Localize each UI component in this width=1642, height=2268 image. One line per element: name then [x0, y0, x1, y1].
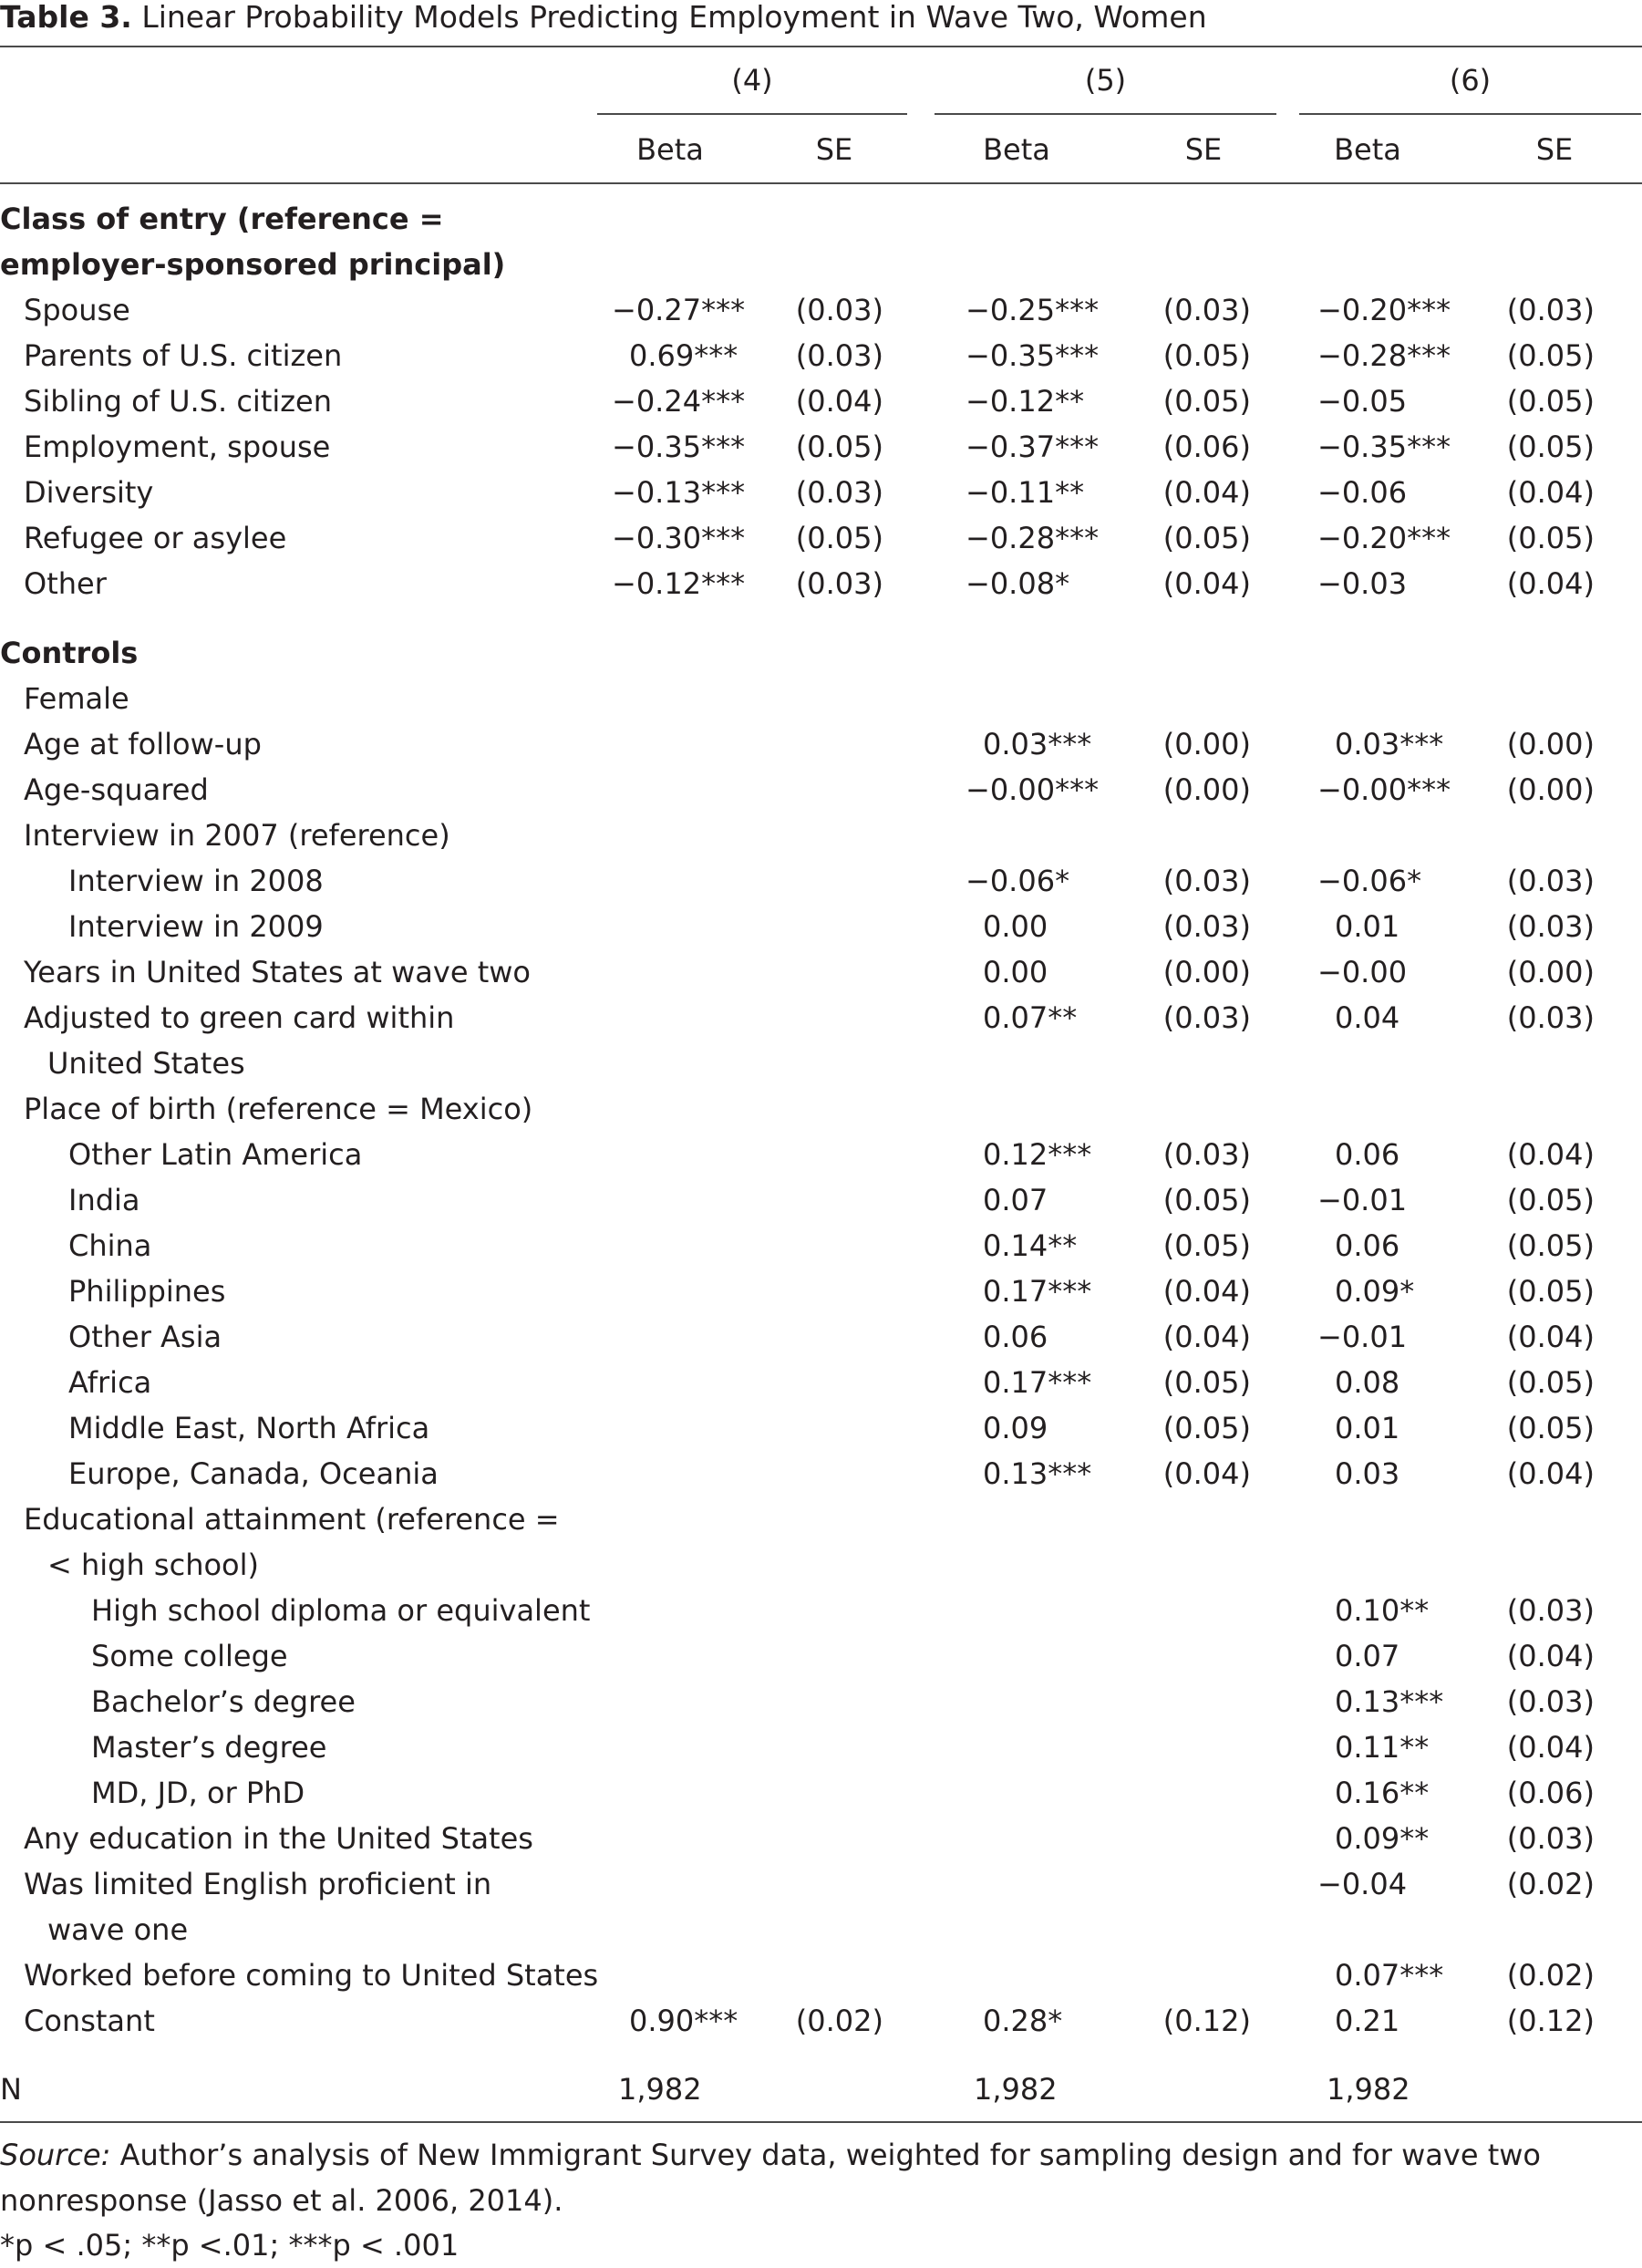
se-value: (0.05)	[1506, 1365, 1595, 1400]
beta-value: −0.35***	[966, 338, 1100, 373]
se-value: (0.03)	[1506, 1593, 1595, 1628]
se-value: (0.04)	[1162, 1456, 1251, 1491]
source-note	[0, 2132, 1642, 2178]
row-label: Spouse	[24, 293, 130, 327]
beta-value: 0.13***	[983, 1456, 1092, 1491]
se-value: (0.12)	[1162, 2004, 1251, 2038]
se-value: (0.03)	[1162, 909, 1251, 944]
table-title: Linear Probability Models Predicting Employment in Wave Two, Women	[141, 0, 1207, 35]
beta-value: −0.25***	[966, 293, 1100, 327]
se-value: (0.04)	[1506, 1639, 1595, 1673]
beta-value: 0.69***	[629, 338, 738, 373]
n-label: N	[0, 2072, 22, 2107]
beta-value: −0.28***	[1317, 338, 1451, 373]
row-label: Any education in the United States	[24, 1821, 533, 1856]
beta-value: −0.11**	[966, 475, 1085, 510]
se-value: (0.05)	[1506, 1274, 1595, 1309]
row-label: Diversity	[24, 475, 154, 510]
se-value: (0.05)	[795, 430, 883, 464]
se-value: (0.05)	[1506, 1228, 1595, 1263]
beta-header-6: Beta	[1334, 132, 1401, 167]
beta-value: −0.03	[1317, 566, 1408, 601]
se-value: (0.05)	[795, 521, 883, 555]
beta-value: 0.21	[1335, 2004, 1400, 2038]
se-value: (0.03)	[1506, 1684, 1595, 1719]
se-value: (0.04)	[1506, 475, 1595, 510]
beta-value: −0.04	[1317, 1867, 1408, 1901]
significance-note: *p < .05; **p <.01; ***p < .001	[0, 2228, 460, 2263]
se-value: (0.06)	[1162, 430, 1251, 464]
beta-value: 0.13***	[1335, 1684, 1444, 1719]
beta-value: −0.00***	[966, 772, 1100, 807]
se-value: (0.00)	[1162, 727, 1251, 761]
se-value: (0.05)	[1506, 338, 1595, 373]
row-label: MD, JD, or PhD	[91, 1776, 305, 1810]
se-value: (0.05)	[1162, 1365, 1251, 1400]
beta-value: 0.06	[983, 1320, 1048, 1354]
table-caption	[0, 0, 1642, 35]
beta-value: 0.03***	[983, 727, 1092, 761]
row-label: Bachelor’s degree	[91, 1684, 356, 1719]
beta-header-4: Beta	[636, 132, 704, 167]
row-label: Other Latin America	[68, 1137, 363, 1172]
row-label: Adjusted to green card within	[24, 1000, 455, 1035]
se-value: (0.06)	[1506, 1776, 1595, 1810]
se-header-4: SE	[815, 132, 853, 167]
se-value: (0.02)	[1506, 1867, 1595, 1901]
beta-value: 0.00	[983, 909, 1048, 944]
se-value: (0.04)	[1506, 566, 1595, 601]
beta-value: 0.09**	[1335, 1821, 1430, 1856]
se-header-6: SE	[1535, 132, 1574, 167]
se-value: (0.00)	[1506, 955, 1595, 989]
se-value: (0.05)	[1162, 1411, 1251, 1445]
beta-value: 0.07**	[983, 1000, 1078, 1035]
row-label: Was limited English proficient in	[24, 1867, 492, 1901]
beta-value: −0.13***	[612, 475, 746, 510]
se-value: (0.05)	[1506, 430, 1595, 464]
bottom-rule	[0, 2121, 1642, 2123]
row-label: Place of birth (reference = Mexico)	[24, 1092, 533, 1126]
n-value: 1,982	[974, 2072, 1058, 2107]
row-label: High school diploma or equivalent	[91, 1593, 591, 1628]
table-label: Table 3.	[0, 0, 132, 35]
beta-value: 0.01	[1335, 909, 1400, 944]
se-value: (0.03)	[1506, 864, 1595, 898]
row-label: Sibling of U.S. citizen	[24, 384, 333, 419]
beta-value: 0.08	[1335, 1365, 1400, 1400]
se-value: (0.00)	[1162, 772, 1251, 807]
se-value: (0.03)	[1162, 1000, 1251, 1035]
model-4-header: (4)	[731, 63, 773, 98]
beta-value: 0.11**	[1335, 1730, 1430, 1765]
se-value: (0.00)	[1506, 772, 1595, 807]
se-value: (0.03)	[795, 566, 883, 601]
se-value: (0.12)	[1506, 2004, 1595, 2038]
se-value: (0.03)	[1162, 864, 1251, 898]
row-label: < high school)	[47, 1548, 259, 1582]
row-label: Interview in 2008	[68, 864, 324, 898]
beta-value: 0.09	[983, 1411, 1048, 1445]
se-value: (0.04)	[1506, 1456, 1595, 1491]
row-label: Years in United States at wave two	[24, 955, 531, 989]
row-label: Africa	[68, 1365, 152, 1400]
se-value: (0.04)	[1162, 475, 1251, 510]
source-note-continued: nonresponse (Jasso et al. 2006, 2014).	[0, 2183, 563, 2218]
beta-value: 0.07	[1335, 1639, 1400, 1673]
section-heading: Class of entry (reference =	[0, 202, 444, 236]
se-value: (0.04)	[1162, 566, 1251, 601]
beta-value: −0.00***	[1317, 772, 1451, 807]
se-value: (0.03)	[1162, 1137, 1251, 1172]
se-value: (0.04)	[1506, 1320, 1595, 1354]
se-value: (0.05)	[1506, 384, 1595, 419]
beta-value: −0.37***	[966, 430, 1100, 464]
se-value: (0.02)	[795, 2004, 883, 2038]
se-value: (0.05)	[1162, 521, 1251, 555]
se-header-5: SE	[1184, 132, 1223, 167]
beta-value: −0.06	[1317, 475, 1408, 510]
row-label: Philippines	[68, 1274, 226, 1309]
model-6-header: (6)	[1449, 63, 1492, 98]
source-label: Source:	[0, 2138, 111, 2172]
row-label: Educational attainment (reference =	[24, 1502, 560, 1537]
beta-value: −0.35***	[1317, 430, 1451, 464]
se-value: (0.04)	[1506, 1730, 1595, 1765]
beta-value: 0.03	[1335, 1456, 1400, 1491]
beta-value: 0.12***	[983, 1137, 1092, 1172]
row-label: Refugee or asylee	[24, 521, 287, 555]
row-label: Middle East, North Africa	[68, 1411, 430, 1445]
row-label: Europe, Canada, Oceania	[68, 1456, 439, 1491]
n-value: 1,982	[1327, 2072, 1410, 2107]
se-value: (0.03)	[1162, 293, 1251, 327]
se-value: (0.00)	[1162, 955, 1251, 989]
se-value: (0.03)	[795, 475, 883, 510]
beta-value: −0.12**	[966, 384, 1085, 419]
se-value: (0.03)	[1506, 1000, 1595, 1035]
se-value: (0.05)	[1506, 1183, 1595, 1217]
row-label: Worked before coming to United States	[24, 1958, 599, 1993]
se-value: (0.03)	[1506, 909, 1595, 944]
beta-value: −0.28***	[966, 521, 1100, 555]
row-label: Female	[24, 681, 129, 716]
se-value: (0.04)	[1162, 1274, 1251, 1309]
beta-value: −0.30***	[612, 521, 746, 555]
beta-value: 0.01	[1335, 1411, 1400, 1445]
beta-value: −0.08*	[966, 566, 1070, 601]
model-4-underline	[597, 113, 907, 115]
section-heading: Controls	[0, 636, 139, 670]
se-value: (0.05)	[1162, 384, 1251, 419]
row-label: Parents of U.S. citizen	[24, 338, 343, 373]
beta-value: −0.06*	[1317, 864, 1422, 898]
se-value: (0.04)	[795, 384, 883, 419]
row-label: United States	[47, 1046, 245, 1081]
beta-value: −0.20***	[1317, 521, 1451, 555]
beta-value: −0.05	[1317, 384, 1408, 419]
row-label: Interview in 2009	[68, 909, 324, 944]
beta-value: 0.06	[1335, 1137, 1400, 1172]
se-value: (0.03)	[1506, 1821, 1595, 1856]
beta-value: 0.03***	[1335, 727, 1444, 761]
row-label: Other	[24, 566, 107, 601]
beta-value: 0.07***	[1335, 1958, 1444, 1993]
beta-value: 0.00	[983, 955, 1048, 989]
beta-value: −0.24***	[612, 384, 746, 419]
row-label: Age-squared	[24, 772, 209, 807]
source-text: Author’s analysis of New Immigrant Survey data, weighted for sampling design and for wave two	[110, 2138, 1541, 2172]
row-label: China	[68, 1228, 152, 1263]
model-5-underline	[935, 113, 1276, 115]
se-value: (0.05)	[1506, 1411, 1595, 1445]
beta-value: −0.12***	[612, 566, 746, 601]
row-label: Master’s degree	[91, 1730, 327, 1765]
se-value: (0.03)	[795, 338, 883, 373]
row-label: Some college	[91, 1639, 288, 1673]
se-value: (0.05)	[1162, 1228, 1251, 1263]
header-rule	[0, 182, 1642, 184]
beta-value: 0.17***	[983, 1274, 1092, 1309]
se-value: (0.03)	[1506, 293, 1595, 327]
beta-value: 0.10**	[1335, 1593, 1430, 1628]
beta-value: 0.06	[1335, 1228, 1400, 1263]
se-value: (0.05)	[1162, 1183, 1251, 1217]
model-5-header: (5)	[1084, 63, 1127, 98]
beta-value: −0.00	[1317, 955, 1408, 989]
model-6-underline	[1299, 113, 1641, 115]
row-label: Other Asia	[68, 1320, 222, 1354]
se-value: (0.05)	[1506, 521, 1595, 555]
row-label: Age at follow-up	[24, 727, 262, 761]
beta-value: 0.28*	[983, 2004, 1063, 2038]
se-value: (0.00)	[1506, 727, 1595, 761]
section-heading: employer-sponsored principal)	[0, 247, 506, 282]
se-value: (0.03)	[795, 293, 883, 327]
beta-header-5: Beta	[983, 132, 1050, 167]
beta-value: 0.14**	[983, 1228, 1078, 1263]
beta-value: 0.09*	[1335, 1274, 1415, 1309]
beta-value: 0.07	[983, 1183, 1048, 1217]
beta-value: −0.35***	[612, 430, 746, 464]
row-label: wave one	[47, 1912, 189, 1947]
row-label: India	[68, 1183, 140, 1217]
beta-value: −0.06*	[966, 864, 1070, 898]
beta-value: −0.20***	[1317, 293, 1451, 327]
beta-value: −0.01	[1317, 1183, 1408, 1217]
se-value: (0.02)	[1506, 1958, 1595, 1993]
beta-value: 0.04	[1335, 1000, 1400, 1035]
beta-value: 0.16**	[1335, 1776, 1430, 1810]
se-value: (0.05)	[1162, 338, 1251, 373]
n-value: 1,982	[618, 2072, 702, 2107]
beta-value: −0.27***	[612, 293, 746, 327]
row-label: Employment, spouse	[24, 430, 331, 464]
beta-value: 0.17***	[983, 1365, 1092, 1400]
se-value: (0.04)	[1506, 1137, 1595, 1172]
row-label: Interview in 2007 (reference)	[24, 818, 450, 853]
se-value: (0.04)	[1162, 1320, 1251, 1354]
row-label: Constant	[24, 2004, 155, 2038]
top-rule	[0, 46, 1642, 47]
beta-value: 0.90***	[629, 2004, 738, 2038]
beta-value: −0.01	[1317, 1320, 1408, 1354]
